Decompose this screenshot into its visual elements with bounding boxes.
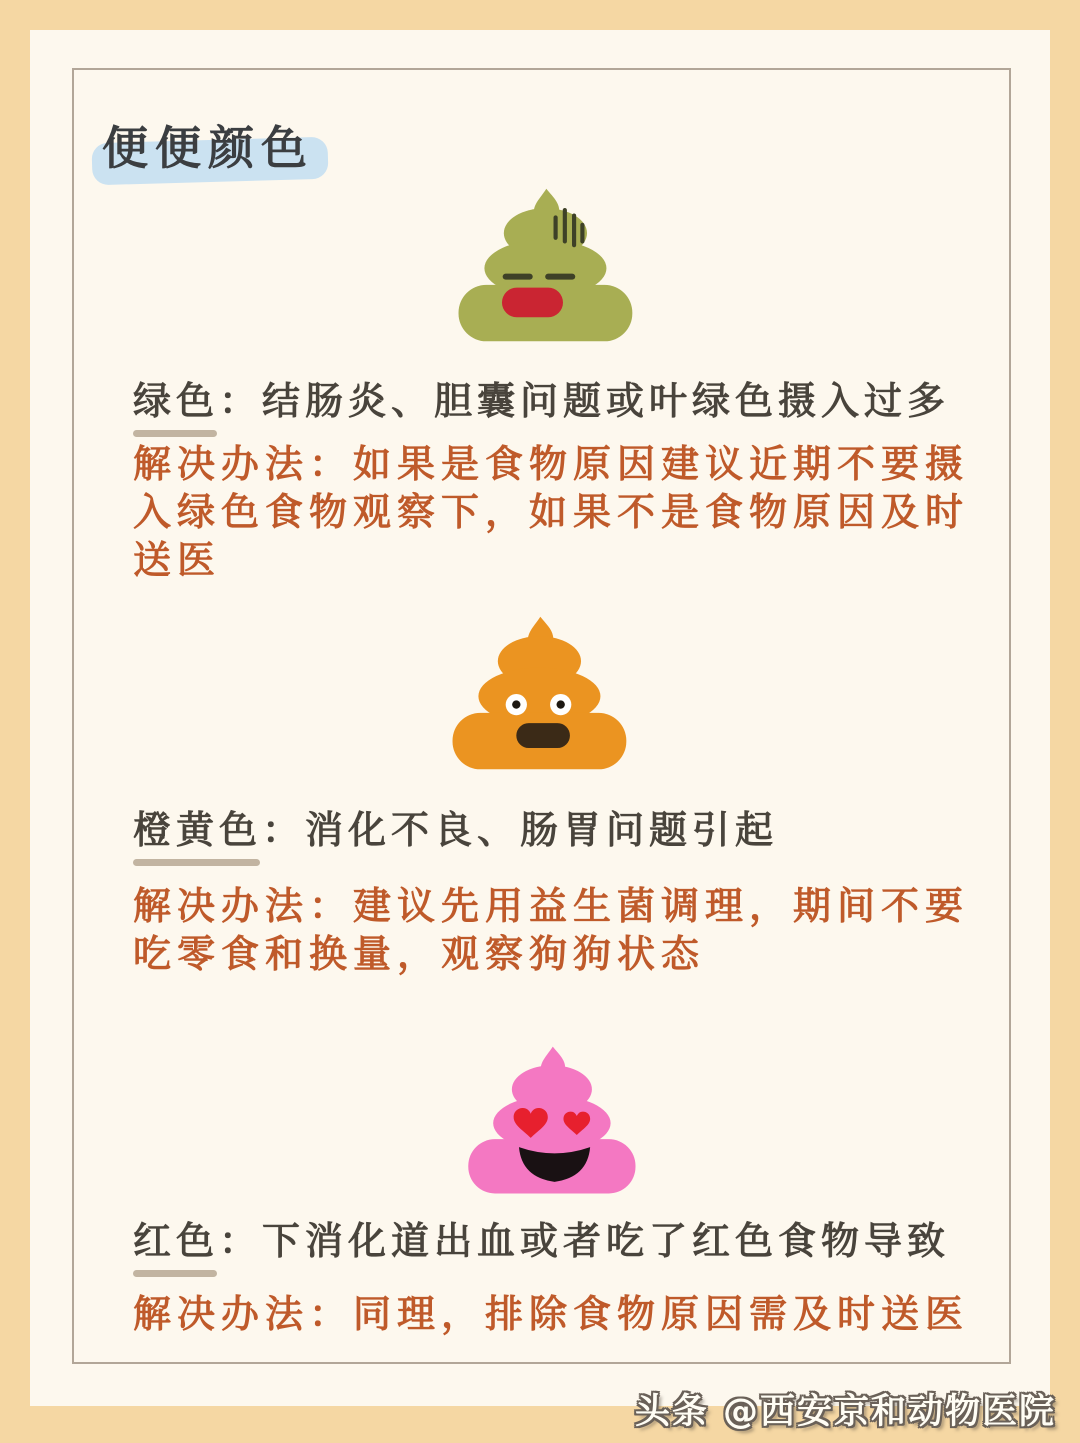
- solution-green-line-1: 解决办法：如果是食物原因建议近期不要摄: [133, 442, 970, 486]
- open-mouth-icon: [516, 723, 570, 748]
- orange-poop-emoji: [446, 614, 631, 773]
- heading-green-rest: ：结肠炎、胆囊问题或叶绿色摄入过多: [219, 379, 951, 423]
- heading-green-term: 绿色: [133, 370, 219, 425]
- heading-red: [133, 1210, 950, 1265]
- solution-orange-line-2: 吃零食和换量，观察狗狗状态: [133, 932, 706, 976]
- heading-red-term: 红色: [133, 1210, 219, 1265]
- heading-orange-term: 橙黄色: [133, 799, 262, 854]
- green-poop-emoji: [452, 186, 637, 345]
- page-title: [102, 112, 314, 178]
- solution-orange: [133, 882, 969, 978]
- pink-poop-emoji: [462, 1044, 640, 1197]
- heading-orange: [133, 799, 778, 854]
- solution-green-line-2: 入绿色食物观察下，如果不是食物原因及时: [133, 490, 970, 534]
- heading-red-rest: ：下消化道出血或者吃了红色食物导致: [219, 1219, 951, 1263]
- heading-orange-rest: ：消化不良、肠胃问题引起: [262, 808, 779, 852]
- page-title-text: 便便颜色: [102, 121, 314, 175]
- heading-green: [133, 370, 950, 425]
- solution-red-line-1: 解决办法：同理，排除食物原因需及时送医: [133, 1292, 970, 1336]
- solution-green-line-3: 送医: [133, 538, 222, 582]
- solution-green: [133, 440, 969, 584]
- solution-orange-line-1: 解决办法：建议先用益生菌调理，期间不要: [133, 884, 970, 928]
- open-mouth-icon: [502, 288, 563, 318]
- solution-red: [133, 1290, 969, 1338]
- watermark: 头条 @西安京和动物医院: [634, 1392, 1056, 1432]
